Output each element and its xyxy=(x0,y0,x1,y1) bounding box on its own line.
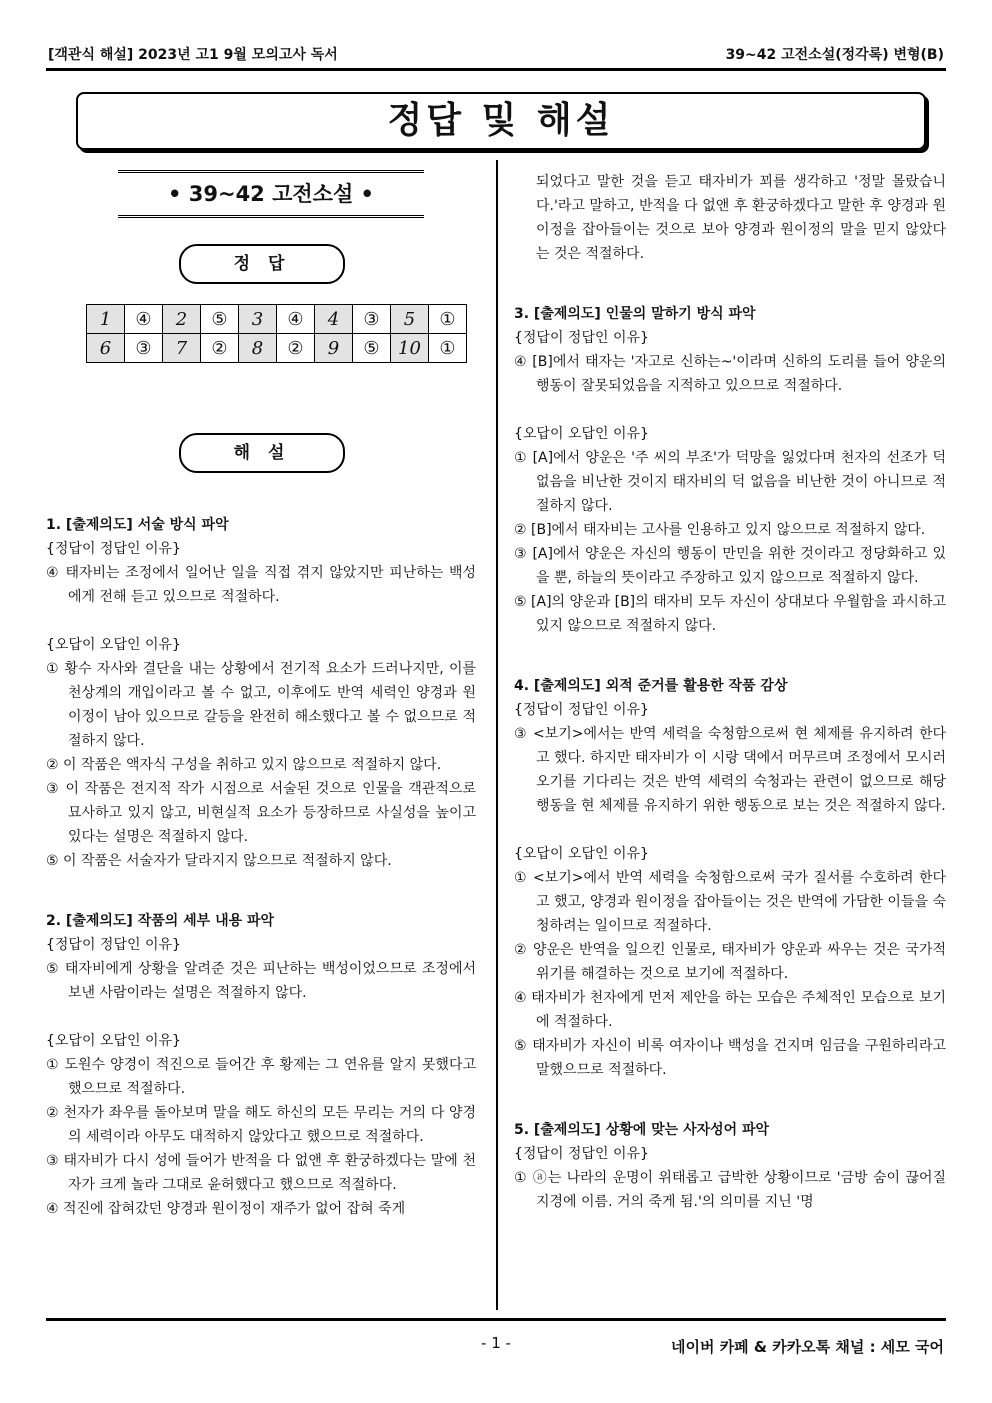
q5-heading: 5. [출제의도] 상황에 맞는 사자성어 파악 xyxy=(514,1122,770,1138)
question-number: 1 xyxy=(87,305,125,334)
header-left: [객관식 해설] 2023년 고1 9월 모의고사 독서 xyxy=(48,47,338,63)
q3-correct: ④ [B]에서 태자는 '자고로 신하는~'이라며 신하의 도리를 들어 양운의 행동이 잘못되었음을 지적하고 있으므로 적절하다. xyxy=(514,354,946,394)
answer-row xyxy=(87,305,467,334)
answer-value: ④ xyxy=(125,305,163,334)
q2-wrong-item: ③ 태자비가 다시 성에 들어가 반적을 다 없앤 후 환궁하겠다는 말에 천자가 크게 놀라 그대로 윤허했다고 했으므로 적절하다. xyxy=(46,1153,476,1193)
answer-value: ③ xyxy=(125,334,163,363)
question-number: 3 xyxy=(239,305,277,334)
q1-correct: ④ 태자비는 조정에서 일어난 일을 직접 겪지 않았지만 피난하는 백성에게 전해 듣고 있으므로 적절하다. xyxy=(46,565,476,605)
question-number: 4 xyxy=(315,305,353,334)
q4-correct: ③ <보기>에서는 반역 세력을 숙청함으로써 현 체제를 유지하려 한다고 했다. 하지만 태자비가 이 시랑 댁에서 머무르며 조정에서 모시러 오기를 기다리는 것은 반역 세력의 숙청과는 관련이 없으므로 해당 행동을 현 체제를 유지하기 위한 행동으로 보는 것은 적절하지 않다. xyxy=(514,726,946,814)
question-number: 7 xyxy=(163,334,201,363)
answer-value: ① xyxy=(429,334,467,363)
q1-wrong-item: ③ 이 작품은 전지적 작가 시점으로 서술된 것으로 인물을 객관적으로 묘사하고 있지 않고, 비현실적 요소가 등장하므로 사실성을 높이고 있다는 설명은 적절하지 않다. xyxy=(46,781,476,845)
q2-correct: ⑤ 태자비에게 상황을 알려준 것은 피난하는 백성이었으므로 조정에서 보낸 사람이라는 설명은 적절하지 않다. xyxy=(46,961,476,1001)
q1-wrong-label: {오답이 오답인 이유} xyxy=(46,637,181,653)
section-banner: • 39~42 고전소설 • xyxy=(118,170,424,218)
q3-correct-label: {정답이 정답인 이유} xyxy=(514,330,649,346)
q4-wrong-item: ④ 태자비가 천자에게 먼저 제안을 하는 모습은 주체적인 모습으로 보기에 적절하다. xyxy=(514,990,946,1030)
q5-correct-label: {정답이 정답인 이유} xyxy=(514,1146,649,1162)
question-number: 9 xyxy=(315,334,353,363)
q2-heading: 2. [출제의도] 작품의 세부 내용 파악 xyxy=(46,913,275,929)
q3-wrong-item: ① [A]에서 양운은 '주 씨의 부조'가 덕망을 잃었다며 천자의 선조가 덕 없음을 비난한 것이지 태자비의 덕 없음을 비난한 것이 아니므로 적절하지 않다. xyxy=(514,450,946,514)
question-number: 5 xyxy=(391,305,429,334)
answer-value: ② xyxy=(277,334,315,363)
q2-wrong-label: {오답이 오답인 이유} xyxy=(46,1033,181,1049)
q3-wrong-item: ③ [A]에서 양운은 자신의 행동이 만민을 위한 것이라고 정당화하고 있을 뿐, 하늘의 뜻이라고 주장하고 있지 않으므로 적절하지 않다. xyxy=(514,546,946,586)
q4-heading: 4. [출제의도] 외적 준거를 활용한 작품 감상 xyxy=(514,678,788,694)
right-column xyxy=(514,170,946,1214)
answer-value: ⑤ xyxy=(201,305,239,334)
footer-rule xyxy=(46,1318,946,1321)
answer-value: ③ xyxy=(353,305,391,334)
q2-wrong-item: ① 도원수 양경이 적진으로 들어간 후 황제는 그 연유를 알지 못했다고 했으므로 적절하다. xyxy=(46,1057,476,1097)
question-number: 10 xyxy=(391,334,429,363)
page-number: - 1 - xyxy=(481,1334,511,1352)
page-title: 정답 및 해설 xyxy=(76,92,926,150)
q1-heading: 1. [출제의도] 서술 방식 파악 xyxy=(46,517,229,533)
q3-wrong-label: {오답이 오답인 이유} xyxy=(514,426,649,442)
q3-wrong-item: ② [B]에서 태자비는 고사를 인용하고 있지 않으므로 적절하지 않다. xyxy=(514,522,926,538)
q1-wrong-item: ② 이 작품은 액자식 구성을 취하고 있지 않으므로 적절하지 않다. xyxy=(46,757,442,773)
q2-correct-label: {정답이 정답인 이유} xyxy=(46,937,181,953)
q4-wrong-item: ② 양운은 반역을 일으킨 인물로, 태자비가 양운과 싸우는 것은 국가적 위기를 해결하는 것으로 보기에 적절하다. xyxy=(514,942,946,982)
answer-value: ④ xyxy=(277,305,315,334)
answer-value: ② xyxy=(201,334,239,363)
answer-table xyxy=(86,304,467,363)
q4-wrong-item: ① <보기>에서 반역 세력을 숙청함으로써 국가 질서를 수호하려 한다고 했고, 양경과 원이정을 잡아들이는 것은 반역에 가담한 이들을 숙청하려는 일이므로 적절하다. xyxy=(514,870,946,934)
q1-wrong-item: ⑤ 이 작품은 서술자가 달라지지 않으므로 적절하지 않다. xyxy=(46,853,392,869)
answer-value: ① xyxy=(429,305,467,334)
q4-wrong-label: {오답이 오답인 이유} xyxy=(514,846,649,862)
q2-wrong-item: ② 천자가 좌우를 돌아보며 말을 해도 하신의 모든 무리는 거의 다 양경의 세력이라 아무도 대적하지 않았다고 했으므로 적절하다. xyxy=(46,1105,476,1145)
header-right: 39~42 고전소설(정각록) 변형(B) xyxy=(725,47,944,63)
q3-heading: 3. [출제의도] 인물의 말하기 방식 파악 xyxy=(514,306,756,322)
column-divider xyxy=(496,160,498,1310)
header-rule xyxy=(46,68,946,71)
q1-correct-label: {정답이 정답인 이유} xyxy=(46,541,181,557)
footer-credit: 네이버 카페 & 카카오톡 채널 : 세모 국어 xyxy=(671,1338,944,1356)
answer-row xyxy=(87,334,467,363)
q5-correct: ① ⓐ는 나라의 운명이 위태롭고 급박한 상황이므로 '금방 숨이 끊어질 지경에 이름. 거의 죽게 됨.'의 의미를 지닌 '명 xyxy=(514,1170,946,1210)
question-number: 8 xyxy=(239,334,277,363)
question-number: 6 xyxy=(87,334,125,363)
left-column xyxy=(46,170,476,1221)
q4-correct-label: {정답이 정답인 이유} xyxy=(514,702,649,718)
question-number: 2 xyxy=(163,305,201,334)
q4-wrong-item: ⑤ 태자비가 자신이 비록 여자이나 백성을 건지며 임금을 구원하리라고 말했으므로 적절하다. xyxy=(514,1038,946,1078)
q1-wrong-item: ① 황수 자사와 결단을 내는 상황에서 전기적 요소가 드러나지만, 이를 천상계의 개입이라고 볼 수 없고, 이후에도 반역 세력인 양경과 원이정이 남아 있으므로 갈등을 완전히 해소했다고 볼 수 없으므로 적절하지 않다. xyxy=(46,661,476,749)
q2-continued: 되었다고 말한 것을 듣고 태자비가 꾀를 생각하고 '정말 몰랐습니다.'라고 말하고, 반적을 다 없앤 후 환궁하겠다고 말한 후 양경과 원이정을 잡아들이는 것으로 보아 양경과 원이정의 말을 믿지 않았다는 것은 적절하다. xyxy=(536,174,946,262)
answer-label: 정 답 xyxy=(179,244,345,284)
answer-value: ⑤ xyxy=(353,334,391,363)
explanation-label: 해 설 xyxy=(179,433,345,473)
q2-wrong-item: ④ 적진에 잡혀갔던 양경과 원이정이 재주가 없어 잡혀 죽게 xyxy=(46,1201,406,1217)
q3-wrong-item: ⑤ [A]의 양운과 [B]의 태자비 모두 자신이 상대보다 우월함을 과시하고 있지 않으므로 적절하지 않다. xyxy=(514,594,946,634)
